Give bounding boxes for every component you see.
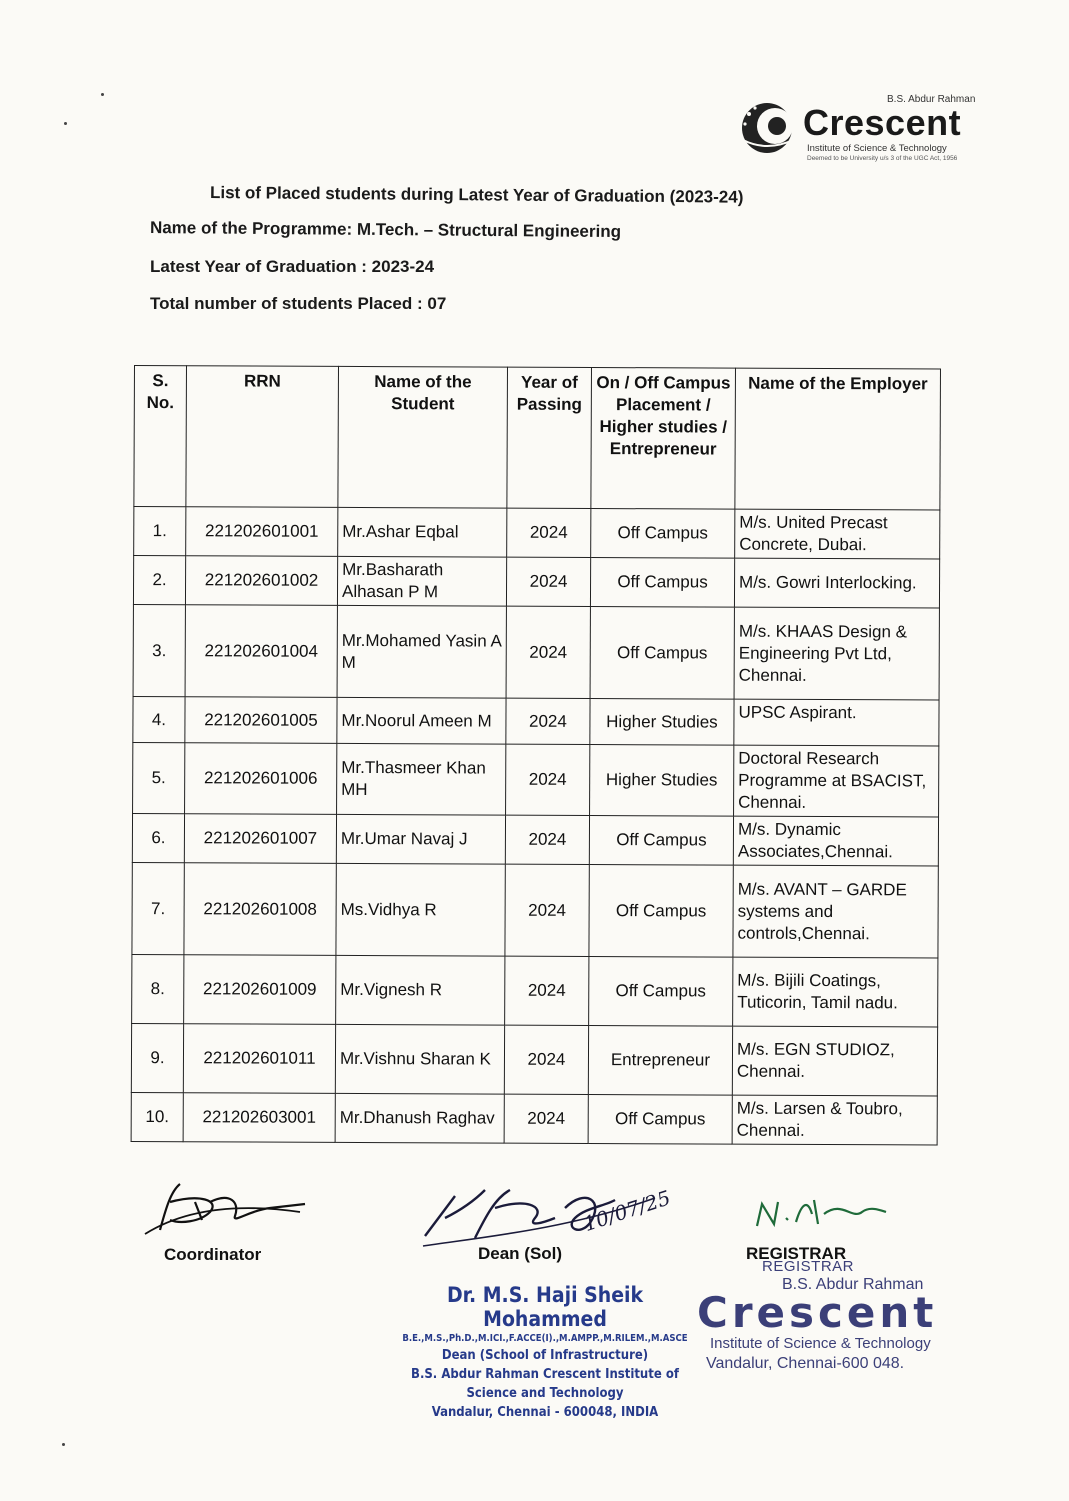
cell-sno: 1. bbox=[134, 507, 186, 556]
cell-rrn: 221202601007 bbox=[184, 814, 336, 864]
header-year: Year of Passing bbox=[507, 367, 592, 508]
cell-year: 2024 bbox=[506, 606, 590, 698]
cell-rrn: 221202601005 bbox=[185, 697, 337, 744]
registrar-stamp-line2: B.S. Abdur Rahman bbox=[782, 1276, 924, 1293]
cell-placement: Entrepreneur bbox=[588, 1025, 732, 1095]
dean-institute-line2: Science and Technology bbox=[466, 1386, 624, 1401]
cell-student-name: Mr.Umar Navaj J bbox=[336, 814, 505, 864]
table-row bbox=[132, 954, 938, 1027]
registrar-stamp-address: Vandalur, Chennai-600 048. bbox=[706, 1355, 905, 1372]
logo-fineprint: Deemed to be University u/s 3 of the UGC Act, 1956 bbox=[807, 155, 958, 162]
table-row bbox=[134, 507, 940, 560]
logo-wordmark: Crescent bbox=[803, 102, 962, 143]
cell-student-name: Ms.Vidhya R bbox=[336, 863, 505, 956]
cell-student-name: Mr.Vishnu Sharan K bbox=[335, 1024, 504, 1094]
registrar-stamp-line4: Institute of Science & Technology bbox=[710, 1335, 931, 1352]
dean-qualifications: B.E.,M.S.,Ph.D.,M.ICI.,F.ACCE(I).,M.AMPP.,M.RILEM.,M.ASCE bbox=[402, 1333, 688, 1344]
registrar-stamp-title: REGISTRAR bbox=[762, 1258, 855, 1275]
cell-employer: M/s. Bijili Coatings, Tuticorin, Tamil nadu. bbox=[733, 957, 938, 1027]
dean-signature-date: 10/07/25 bbox=[580, 1185, 674, 1236]
cell-student-name: Mr.Mohamed Yasin A M bbox=[337, 605, 506, 698]
cell-year: 2024 bbox=[504, 1025, 588, 1094]
cell-sno: 6. bbox=[132, 813, 184, 862]
cell-rrn: 221202601009 bbox=[184, 955, 336, 1025]
table-row bbox=[133, 604, 939, 700]
table-row bbox=[132, 862, 938, 958]
cell-sno: 4. bbox=[133, 696, 185, 742]
cell-placement: Off Campus bbox=[591, 508, 735, 558]
dean-institute-line1: B.S. Abdur Rahman Crescent Institute of bbox=[411, 1367, 679, 1382]
cell-sno: 5. bbox=[133, 742, 185, 813]
cell-employer: Doctoral Research Programme at BSACIST, Chennai. bbox=[734, 745, 939, 817]
cell-year: 2024 bbox=[505, 956, 589, 1025]
cell-employer: UPSC Aspirant. bbox=[734, 699, 939, 746]
cell-rrn: 221202603001 bbox=[183, 1093, 335, 1143]
cell-rrn: 221202601006 bbox=[185, 743, 337, 815]
table-row bbox=[133, 696, 939, 746]
registrar-stamp-wordmark: Crescent bbox=[697, 1288, 938, 1337]
table-row bbox=[133, 742, 939, 817]
coordinator-label: Coordinator bbox=[164, 1245, 262, 1264]
graduation-year: Latest Year of Graduation : 2023-24 bbox=[150, 257, 435, 276]
cell-employer: M/s. KHAAS Design & Engineering Pvt Ltd, Chennai. bbox=[734, 607, 939, 700]
cell-rrn: 221202601008 bbox=[184, 863, 336, 956]
dean-designation: Dean (School of Infrastructure) bbox=[441, 1348, 649, 1363]
cell-rrn: 221202601002 bbox=[185, 556, 337, 606]
cell-year: 2024 bbox=[505, 864, 589, 956]
table-row bbox=[131, 1092, 937, 1145]
logo-subtitle: Institute of Science & Technology bbox=[807, 143, 947, 154]
cell-year: 2024 bbox=[507, 508, 591, 557]
cell-placement: Off Campus bbox=[589, 864, 733, 957]
cell-year: 2024 bbox=[506, 744, 590, 815]
cell-rrn: 221202601001 bbox=[186, 507, 338, 557]
dean-address: Vandalur, Chennai - 600048, INDIA bbox=[431, 1405, 659, 1420]
table-row bbox=[132, 813, 938, 866]
cell-student-name: Mr.Thasmeer Khan MH bbox=[337, 743, 506, 815]
institution-logo bbox=[735, 92, 995, 172]
placement-table bbox=[131, 365, 941, 1146]
cell-student-name: Mr.Dhanush Raghav bbox=[335, 1093, 504, 1143]
cell-employer: M/s. Larsen & Toubro, Chennai. bbox=[732, 1095, 937, 1145]
header-placement: On / Off Campus Placement / Higher studies / Entrepreneur bbox=[591, 367, 736, 509]
cell-year: 2024 bbox=[506, 698, 590, 744]
table-row bbox=[133, 556, 939, 609]
logo-tagline: B.S. Abdur Rahman bbox=[887, 94, 976, 105]
cell-sno: 8. bbox=[132, 954, 184, 1023]
scan-speck bbox=[64, 122, 67, 125]
cell-year: 2024 bbox=[505, 815, 589, 864]
table-header-row bbox=[134, 366, 941, 511]
cell-employer: M/s. EGN STUDIOZ, Chennai. bbox=[732, 1026, 937, 1096]
cell-employer: M/s. AVANT – GARDE systems and controls,Chennai. bbox=[733, 865, 938, 958]
dean-name: Dr. M.S. Haji Sheik Mohammed bbox=[446, 1283, 644, 1331]
cell-placement: Off Campus bbox=[589, 956, 733, 1026]
cell-placement: Off Campus bbox=[588, 1094, 732, 1144]
cell-employer: M/s. Dynamic Associates,Chennai. bbox=[733, 816, 938, 866]
dean-stamp bbox=[395, 1283, 695, 1420]
programme-name: Name of the Programme: M.Tech. – Structural Engineering bbox=[149, 218, 622, 242]
header-sno: S. No. bbox=[134, 366, 187, 507]
cell-sno: 9. bbox=[131, 1023, 183, 1092]
cell-placement: Off Campus bbox=[590, 606, 734, 699]
cell-student-name: Mr.Vignesh R bbox=[336, 955, 505, 1025]
table-row bbox=[131, 1023, 937, 1096]
cell-sno: 2. bbox=[133, 556, 185, 605]
cell-employer: M/s. Gowri Interlocking. bbox=[734, 558, 939, 608]
cell-sno: 7. bbox=[132, 862, 184, 954]
registrar-label: REGISTRAR bbox=[746, 1244, 847, 1263]
cell-employer: M/s. United Precast Concrete, Dubai. bbox=[735, 509, 940, 559]
cell-placement: Off Campus bbox=[589, 815, 733, 865]
coordinator-signature bbox=[140, 1172, 320, 1242]
cell-sno: 10. bbox=[131, 1092, 183, 1141]
cell-rrn: 221202601004 bbox=[185, 605, 337, 698]
registrar-signature bbox=[752, 1190, 892, 1234]
total-placed: Total number of students Placed : 07 bbox=[150, 294, 447, 313]
cell-placement: Higher Studies bbox=[590, 698, 734, 745]
cell-rrn: 221202601011 bbox=[183, 1024, 335, 1094]
dean-label: Dean (Sol) bbox=[478, 1244, 563, 1263]
cell-student-name: Mr.Ashar Eqbal bbox=[338, 507, 507, 557]
cell-placement: Higher Studies bbox=[590, 744, 734, 816]
document-title: List of Placed students during Latest Year of Graduation (2023-24) bbox=[209, 183, 744, 207]
scan-speck bbox=[62, 1443, 65, 1446]
cell-student-name: Mr.Basharath Alhasan P M bbox=[337, 556, 506, 606]
header-student-name: Name of the Student bbox=[338, 366, 508, 508]
cell-year: 2024 bbox=[504, 1094, 588, 1143]
cell-student-name: Mr.Noorul Ameen M bbox=[337, 697, 506, 744]
scan-speck bbox=[101, 93, 104, 96]
cell-year: 2024 bbox=[506, 557, 590, 606]
crescent-emblem-icon bbox=[737, 100, 801, 156]
header-employer: Name of the Employer bbox=[735, 368, 941, 510]
cell-sno: 3. bbox=[133, 604, 185, 696]
cell-placement: Off Campus bbox=[590, 557, 734, 607]
header-rrn: RRN bbox=[186, 366, 339, 508]
